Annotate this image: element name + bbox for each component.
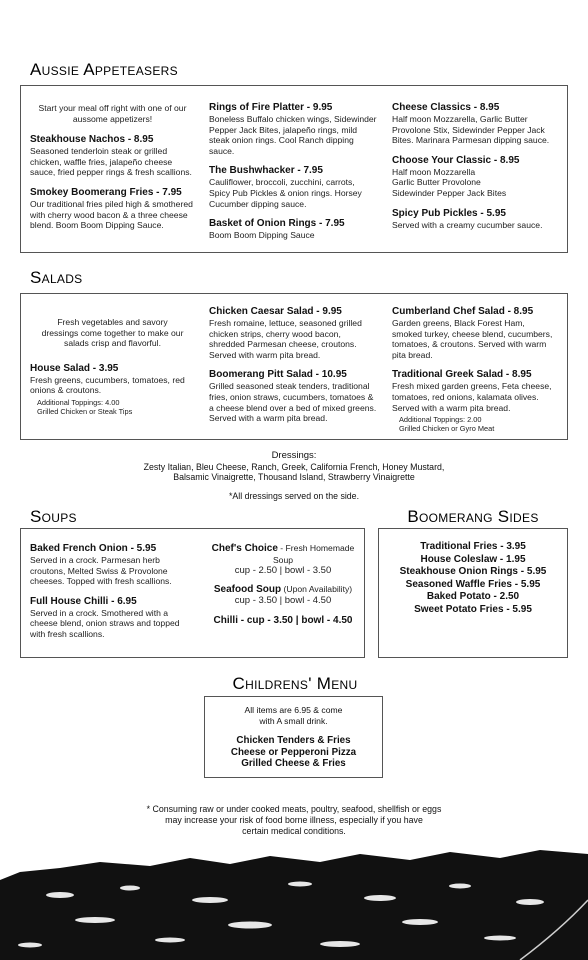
appetizers-col-2 [209, 102, 377, 250]
soups-col-1 [30, 543, 195, 649]
menu-item [204, 615, 362, 627]
item-name: Chilli - cup - 3.50 | bowl - 4.50 [213, 614, 353, 626]
list-item: House Coleslaw - 1.95 [420, 553, 526, 565]
disclaimer [0, 804, 588, 836]
item-name: Cheese Classics - 8.95 [392, 102, 500, 113]
menu-item [209, 369, 377, 423]
list-item: Baked Potato - 2.50 [426, 591, 520, 603]
dressings-line-1: Zesty Italian, Bleu Cheese, Ranch, Greek, California French, Honey Mustard, [143, 461, 445, 472]
menu-item [392, 208, 552, 231]
sides-list [378, 541, 568, 617]
menu-item [204, 584, 362, 607]
appetizers-title: Aussie Appeteasers [30, 60, 178, 79]
salads-col-2 [209, 306, 377, 433]
menu-item [392, 102, 552, 146]
item-name: Smokey Boomerang Fries - 7.95 [30, 186, 182, 198]
list-item: Sweet Potato Fries - 5.95 [414, 603, 532, 615]
item-desc: Fresh romaine, lettuce, seasoned grilled chicken strips, cherry wood bacon, shredded Parmesan cheese, croutons. Served with warm pita bread. [209, 318, 362, 360]
item-name: Spicy Pub Pickles - 5.95 [392, 207, 506, 219]
list-item: Grilled Cheese & Fries [241, 758, 346, 770]
additional-toppings [392, 415, 554, 433]
item-desc: Boom Boom Dipping Sauce [209, 230, 315, 241]
menu-item [30, 187, 195, 231]
list-item: Seasoned Waffle Fries - 5.95 [405, 578, 541, 590]
item-note: (Upon Availability) [281, 584, 353, 595]
salads-intro: Fresh vegetables and savory dressings come together to make our salads crisp and flavorful. [41, 317, 184, 349]
childrens-intro-1: All items are 6.95 & come [244, 705, 343, 715]
sides-title: Boomerang Sides [407, 507, 539, 526]
item-name: Cumberland Chef Salad - 8.95 [392, 306, 534, 317]
additional-toppings [30, 398, 195, 416]
item-prices: cup - 2.50 | bowl - 3.50 [234, 564, 332, 576]
menu-item [30, 596, 195, 640]
dressings-note: *All dressings served on the side. [228, 490, 360, 501]
item-desc: Half moon Mozzarella Garlic Butter Provolone Sidewinder Pepper Jack Bites [392, 166, 507, 198]
item-note: - Fresh Homemade Soup [272, 543, 355, 565]
item-desc: Cauliflower, broccoli, zucchini, carrots, Spicy Pub Pickles & onion rings. Horsey Cucumber dipping sauce. [209, 177, 362, 209]
item-desc: Served in a crock. Smothered with a cheese blend, onion straws and topped with fresh scallions. [30, 607, 180, 639]
salads-title: Salads [30, 268, 83, 287]
list-item: Chicken Tenders & Fries [236, 735, 351, 747]
menu-item [204, 543, 362, 576]
toppings-label: Additional Toppings: 4.00 [37, 397, 120, 407]
soups-title: Soups [30, 507, 77, 526]
item-desc: Our traditional fries piled high & smothered with cherry wood bacon & a three cheese blend. Boom Boom Dipping Sauce. [30, 198, 193, 231]
childrens-title: Childrens' Menu [232, 674, 358, 693]
soup-header [204, 543, 362, 566]
appetizers-col-1 [30, 103, 195, 240]
dressings-line-2: Balsamic Vinaigrette, Thousand Island, Strawberry Vinaigrette [173, 472, 415, 483]
list-item: Traditional Fries - 3.95 [420, 541, 526, 552]
dressings-block [0, 451, 588, 501]
item-name: The Bushwhacker - 7.95 [209, 165, 323, 177]
landscape-illustration [0, 840, 588, 960]
dressings-heading: Dressings: [271, 450, 317, 461]
item-name: Baked French Onion - 5.95 [30, 543, 157, 554]
item-name: Chef's Choice [211, 543, 278, 554]
item-name: Seafood Soup [213, 584, 282, 596]
toppings-items: Grilled Chicken or Steak Tips [37, 406, 133, 416]
childrens-intro-2: with A small drink. [259, 715, 328, 726]
item-name: Chicken Caesar Salad - 9.95 [209, 306, 342, 317]
item-desc: Grilled seasoned steak tenders, traditional fries, onion straws, cucumbers, tomatoes & a cheese blend over a bed of mixed greens. Served with a warm pita bread. [209, 381, 377, 424]
menu-item [392, 155, 552, 199]
salads-col-3 [392, 306, 554, 442]
item-desc: Boneless Buffalo chicken wings, Sidewinder Pepper Jack Bites, jalapeño rings, mild steak onion rings. Cool Ranch dipping sauce. [209, 114, 377, 156]
item-name: Full House Chilli - 6.95 [30, 595, 137, 607]
soups-col-2 [204, 543, 362, 636]
item-desc: Half moon Mozzarella, Garlic Butter Provolone Stix, Sidewinder Pepper Jack Bites. Marinara Parmesan dipping sauce. [392, 114, 550, 146]
item-prices: cup - 3.50 | bowl - 4.50 [234, 595, 332, 607]
disclaimer-line-3: certain medical conditions. [242, 825, 346, 836]
disclaimer-line-2: may increase your risk of food borne illness, especially if you have [165, 814, 423, 825]
menu-item [392, 369, 554, 433]
item-name: Steakhouse Nachos - 8.95 [30, 134, 154, 146]
menu-item [209, 165, 377, 209]
list-item: Cheese or Pepperoni Pizza [230, 746, 357, 758]
menu-item [209, 218, 377, 241]
toppings-items: Grilled Chicken or Gyro Meat [399, 424, 495, 434]
menu-item [392, 306, 554, 360]
item-desc: Seasoned tenderloin steak or grilled chicken, waffle fries, jalapeño cheese sauce, fried pepper rings & fresh scallions. [30, 146, 192, 178]
item-name: Boomerang Pitt Salad - 10.95 [209, 369, 347, 381]
item-desc: Garden greens, Black Forest Ham, smoked turkey, cheese blend, cucumbers, tomatoes, & croutons. Served with warm pita bread. [392, 318, 553, 360]
item-name: Rings of Fire Platter - 9.95 [209, 102, 333, 113]
menu-item [209, 306, 377, 360]
item-desc: Served in a crock. Parmesan herb croutons, Melted Swiss & Provolone cheeses. Topped with fresh scallions. [30, 555, 172, 587]
item-name: Basket of Onion Rings - 7.95 [209, 218, 345, 230]
list-item: Steakhouse Onion Rings - 5.95 [399, 566, 547, 578]
appetizers-col-3 [392, 102, 552, 239]
item-desc: Fresh greens, cucumbers, tomatoes, red onions & croutons. [30, 374, 185, 396]
childrens-content [204, 705, 383, 770]
toppings-label: Additional Toppings: 2.00 [399, 415, 482, 425]
appetizers-intro: Start your meal off right with one of our aussome appetizers! [38, 103, 187, 124]
item-desc: Fresh mixed garden greens, Feta cheese, tomatoes, red onions, kalamata olives. Served with a warm pita bread. [392, 381, 552, 413]
menu-item [30, 134, 195, 178]
item-desc: Served with a creamy cucumber sauce. [392, 219, 543, 230]
menu-item [30, 543, 195, 587]
item-name: House Salad - 3.95 [30, 362, 119, 374]
menu-item [209, 102, 377, 156]
item-name: Traditional Greek Salad - 8.95 [392, 369, 532, 381]
disclaimer-line-1: * Consuming raw or under cooked meats, poultry, seafood, shellfish or eggs [146, 804, 442, 814]
item-name: Choose Your Classic - 8.95 [392, 154, 520, 166]
salads-col-1 [30, 317, 195, 425]
menu-item [30, 363, 195, 416]
